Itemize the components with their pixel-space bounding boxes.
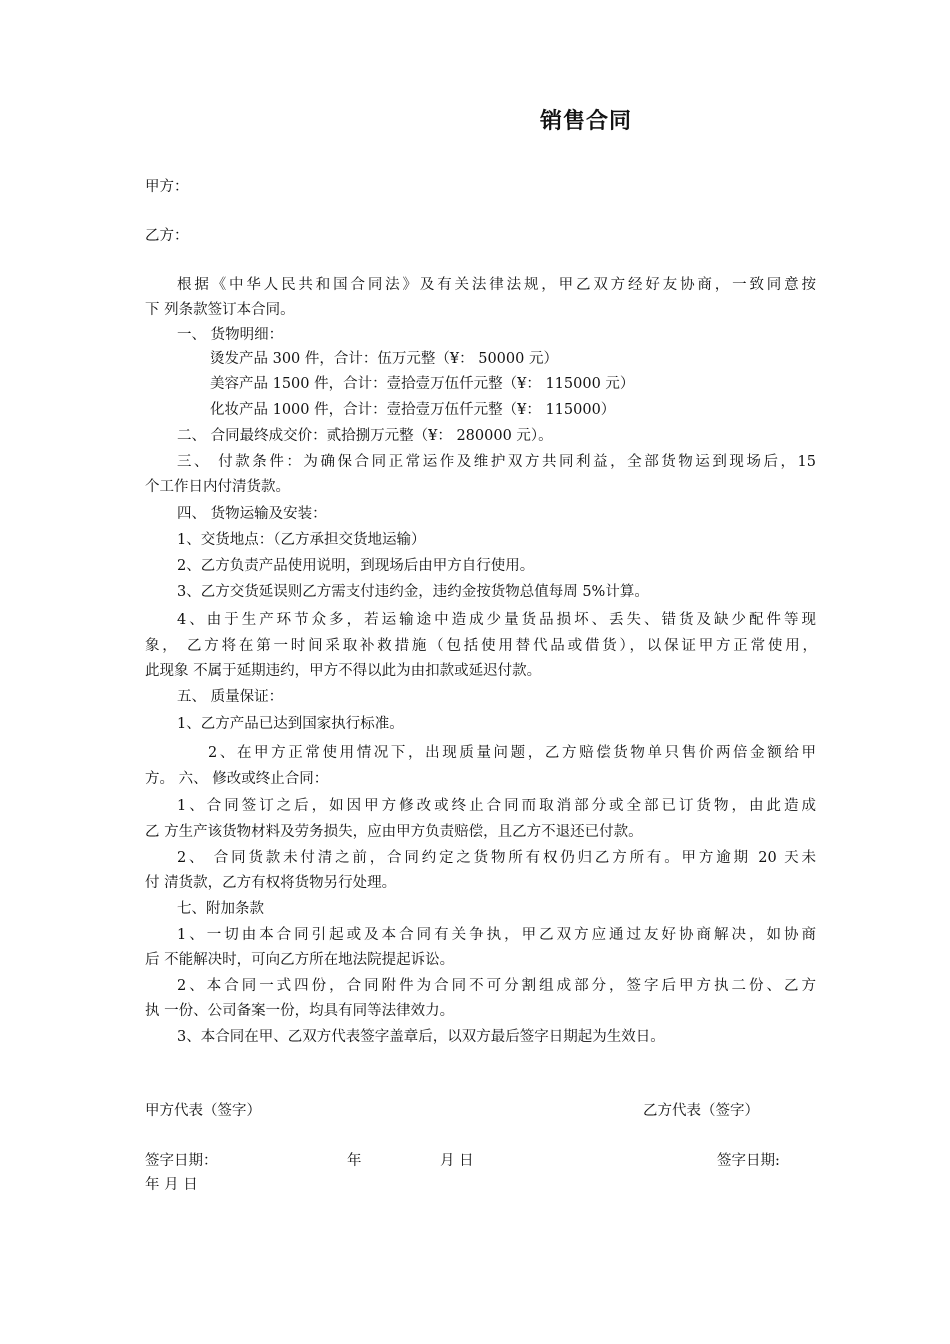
page-title: 销售合同 xyxy=(540,109,633,134)
sign-ymd-b: 年 月 日 xyxy=(145,1177,198,1193)
addendum-item-3: 3、本合同在甲、乙双方代表签字盖章后，以双方最后签字日期起为生效日。 xyxy=(177,1029,665,1045)
modify-item-2-line-1: 2、 合同货款未付清之前，合同约定之货物所有权仍归乙方所有。甲方逾期 20 天未 xyxy=(177,850,816,866)
party-b-rep-label: 乙方代表（签字） xyxy=(643,1103,759,1119)
goods-item-1: 烫发产品 300 件，合计：伍万元整（¥： 50000 元） xyxy=(210,351,558,367)
quality-item-2-line-1: 2、在甲方正常使用情况下，出现质量问题，乙方赔偿货物单只售价两倍金额给甲 xyxy=(208,745,816,761)
addendum-header: 七、附加条款 xyxy=(177,901,264,917)
addendum-item-1-line-2: 后 不能解决时，可向乙方所在地法院提起诉讼。 xyxy=(145,952,455,968)
final-price: 二、 合同最终成交价：贰拾捌万元整（¥： 280000 元）。 xyxy=(177,428,553,444)
party-a-label: 甲方： xyxy=(145,179,189,195)
transport-header: 四、 货物运输及安装： xyxy=(177,506,327,522)
addendum-item-1-line-1: 1、一切由本合同引起或及本合同有关争执，甲乙双方应通过友好协商解决，如协商 xyxy=(177,927,816,943)
payment-line-1: 三、 付款条件：为确保合同正常运作及维护双方共同利益，全部货物运到现场后，15 xyxy=(177,454,816,470)
goods-header: 一、 货物明细： xyxy=(177,327,284,343)
modify-item-1-line-1: 1、合同签订之后，如因甲方修改或终止合同而取消部分或全部已订货物，由此造成 xyxy=(177,798,816,814)
addendum-item-2-line-2: 执 一份、公司备案一份，均具有同等法律效力。 xyxy=(145,1003,455,1019)
payment-line-2: 个工作日内付清货款。 xyxy=(145,479,290,495)
sign-month-day-a: 月 日 xyxy=(440,1153,474,1169)
goods-item-3: 化妆产品 1000 件，合计：壹拾壹万伍仟元整（¥： 115000） xyxy=(210,402,616,418)
transport-item-3: 3、乙方交货延误则乙方需支付违约金，违约金按货物总值每周 5%计算。 xyxy=(177,584,649,600)
modify-item-2-line-2: 付 清货款，乙方有权将货物另行处理。 xyxy=(145,875,397,891)
addendum-item-2-line-1: 2、本合同一式四份，合同附件为合同不可分割组成部分，签字后甲方执二份、乙方 xyxy=(177,978,816,994)
party-a-rep-label: 甲方代表（签字） xyxy=(145,1103,261,1119)
transport-item-4-line-3: 此现象 不属于延期违约，甲方不得以此为由扣款或延迟付款。 xyxy=(145,663,542,679)
sign-date-label-b: 签字日期: xyxy=(717,1153,780,1169)
intro-line-1: 根据《中华人民共和国合同法》及有关法律法规，甲乙双方经好友协商，一致同意按 xyxy=(177,277,816,293)
modify-item-1-line-2: 乙 方生产该货物材料及劳务损失，应由甲方负责赔偿，且乙方不退还已付款。 xyxy=(145,824,643,840)
transport-item-4-line-1: 4、由于生产环节众多，若运输途中造成少量货品损坏、丢失、错货及缺少配件等现 xyxy=(177,612,816,628)
transport-item-4-line-2: 象， 乙方将在第一时间采取补救措施（包括使用替代品或借货），以保证甲方正常使用， xyxy=(145,638,817,654)
quality-item-2-line-2: 方。 六、 修改或终止合同： xyxy=(145,771,329,787)
sign-date-label-a: 签字日期： xyxy=(145,1153,218,1169)
transport-item-2: 2、乙方负责产品使用说明，到现场后由甲方自行使用。 xyxy=(177,558,535,574)
party-b-label: 乙方： xyxy=(145,228,189,244)
intro-line-2: 下 列条款签订本合同。 xyxy=(145,302,295,318)
quality-header: 五、 质量保证： xyxy=(177,689,284,705)
sign-year-a: 年 xyxy=(347,1153,362,1169)
quality-item-1: 1、乙方产品已达到国家执行标准。 xyxy=(177,716,404,732)
transport-item-1: 1、交货地点：（乙方承担交货地运输） xyxy=(177,532,426,548)
goods-item-2: 美容产品 1500 件，合计：壹拾壹万伍仟元整（¥： 115000 元） xyxy=(210,376,635,392)
